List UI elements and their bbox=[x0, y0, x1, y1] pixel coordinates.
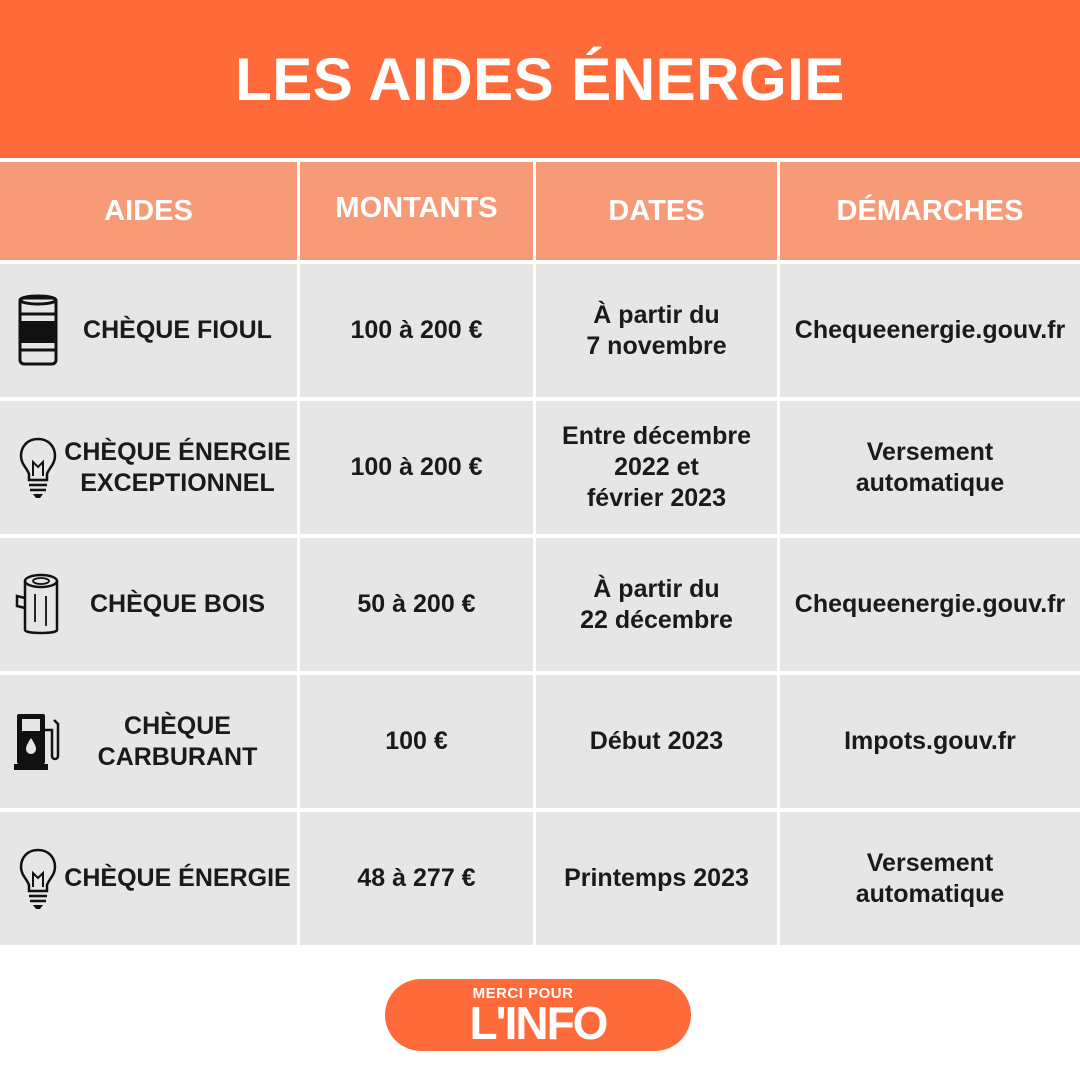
aide-cell bbox=[0, 812, 300, 945]
montant-cell: 100 € bbox=[300, 675, 536, 808]
aide-label: CHÈQUE CARBURANT bbox=[97, 711, 258, 771]
table-row bbox=[0, 538, 1080, 671]
table-row bbox=[0, 812, 1080, 945]
logo-main-text: L'INFO bbox=[469, 996, 607, 1049]
aide-cell bbox=[0, 675, 300, 808]
aid-table bbox=[0, 162, 1080, 949]
table-row bbox=[0, 264, 1080, 397]
table-row bbox=[0, 675, 1080, 808]
dates-cell: Début 2023 bbox=[536, 675, 780, 808]
aide-label: CHÈQUE ÉNERGIE bbox=[64, 864, 291, 892]
header-dates: DATES bbox=[536, 162, 780, 260]
dates-cell: Entre décembre 2022 et février 2023 bbox=[536, 401, 780, 534]
merci-pour-linfo-logo bbox=[385, 979, 691, 1051]
fuel-pump-icon bbox=[12, 700, 64, 784]
table-header-row bbox=[0, 162, 1080, 260]
logo-top-text: MERCI POUR bbox=[472, 984, 574, 1002]
page-title: LES AIDES ÉNERGIE bbox=[235, 45, 845, 113]
wood-log-icon bbox=[12, 563, 64, 647]
aide-cell bbox=[0, 264, 300, 397]
demarches-cell: Versement automatique bbox=[855, 437, 1005, 497]
demarches-cell: Chequeenergie.gouv.fr bbox=[794, 316, 1066, 344]
dates-cell: Printemps 2023 bbox=[536, 812, 780, 945]
header-aides: AIDES bbox=[0, 162, 300, 260]
aide-cell bbox=[0, 401, 300, 534]
demarches-cell: Versement automatique bbox=[855, 848, 1005, 908]
demarches-cell: Impots.gouv.fr bbox=[844, 727, 1016, 755]
dates-cell: À partir du 22 décembre bbox=[536, 538, 780, 671]
aide-label: CHÈQUE ÉNERGIE EXCEPTIONNEL bbox=[64, 437, 291, 497]
header-montants: MONTANTS bbox=[300, 162, 536, 260]
aide-label: CHÈQUE FIOUL bbox=[83, 316, 272, 344]
montant-cell: 100 à 200 € bbox=[300, 401, 536, 534]
montant-cell: 50 à 200 € bbox=[300, 538, 536, 671]
demarches-cell: Chequeenergie.gouv.fr bbox=[794, 590, 1066, 618]
light-bulb-icon bbox=[12, 837, 64, 921]
light-bulb-icon bbox=[12, 426, 64, 510]
oil-barrel-icon bbox=[12, 289, 64, 373]
aide-label: CHÈQUE BOIS bbox=[89, 590, 266, 618]
title-banner bbox=[0, 0, 1080, 158]
aide-cell bbox=[0, 538, 300, 671]
dates-cell: À partir du 7 novembre bbox=[536, 264, 780, 397]
montant-cell: 48 à 277 € bbox=[300, 812, 536, 945]
header-demarches: DÉMARCHES bbox=[836, 194, 1024, 227]
table-row bbox=[0, 401, 1080, 534]
montant-cell: 100 à 200 € bbox=[300, 264, 536, 397]
